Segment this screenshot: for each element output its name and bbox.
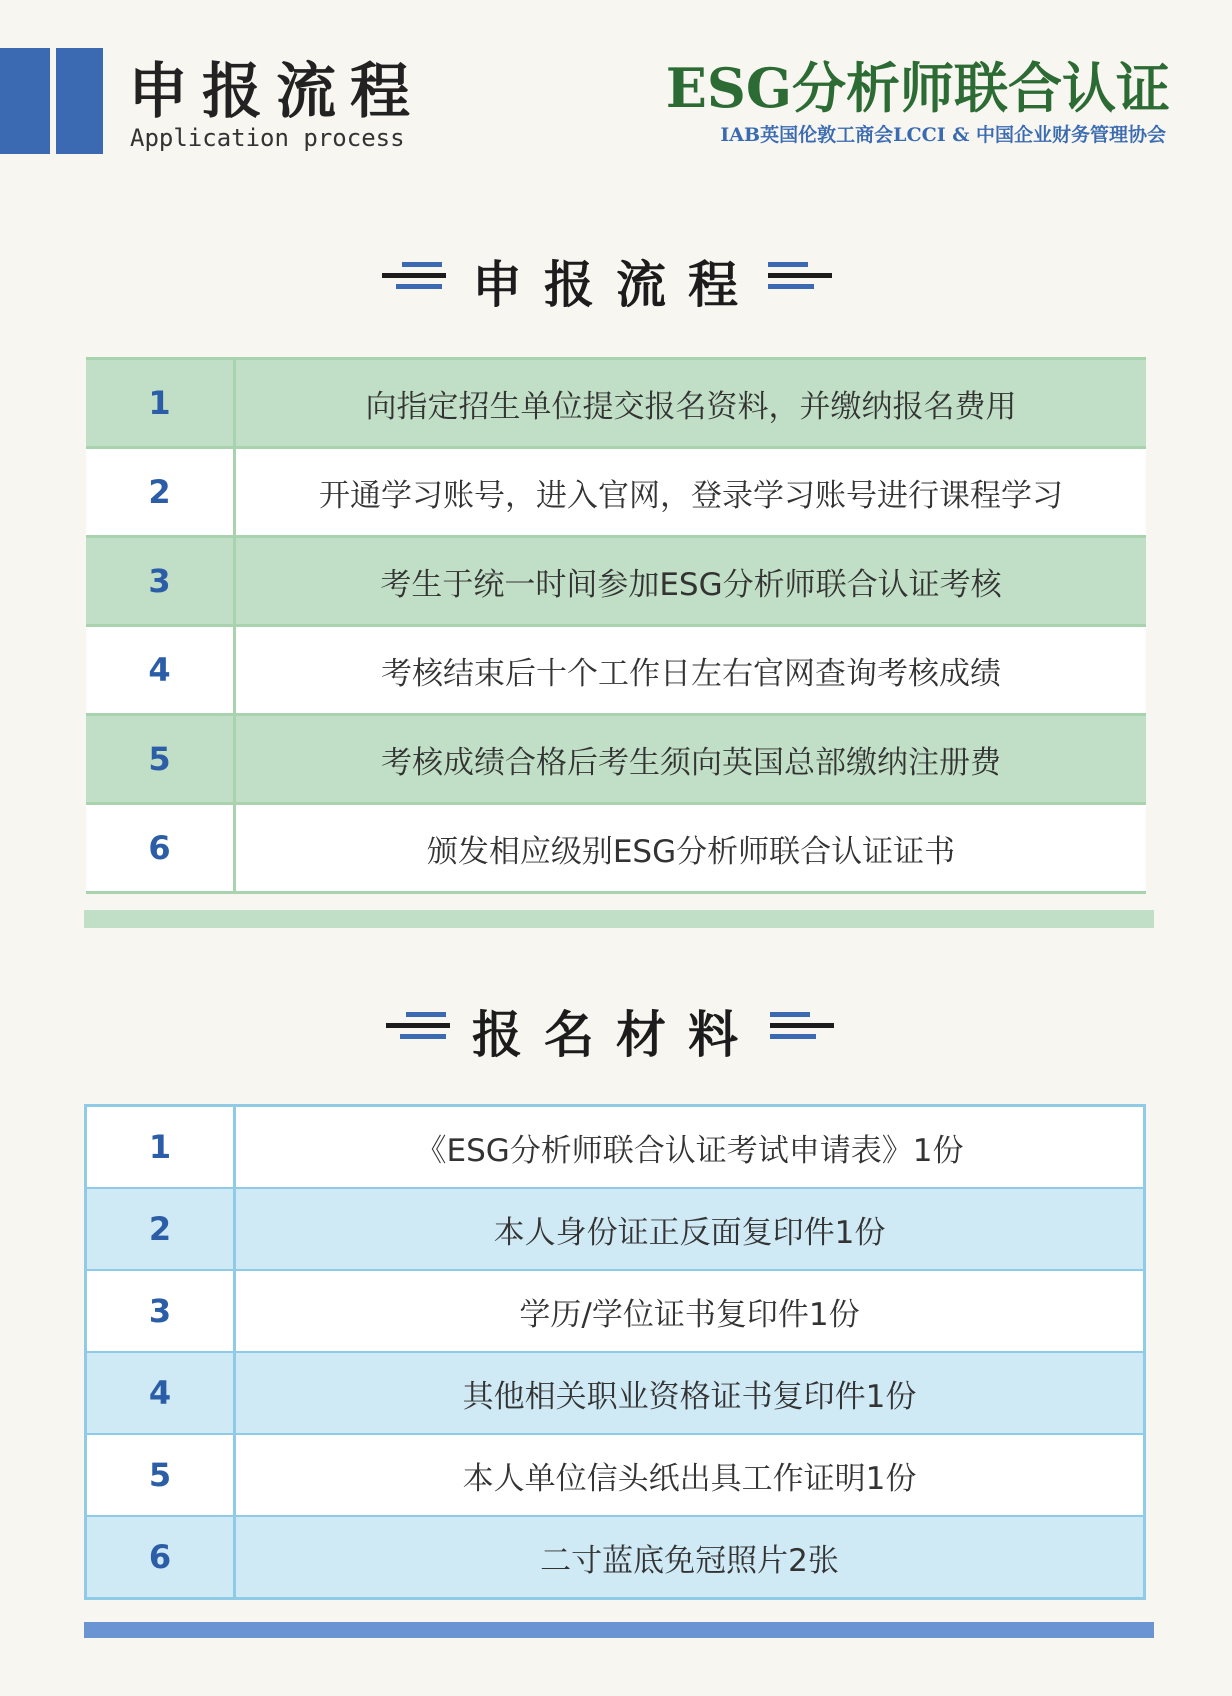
item-number: 1: [86, 1106, 235, 1189]
table-row: [86, 1352, 1145, 1434]
footer-divider-blue: [84, 1622, 1154, 1638]
step-text: 颁发相应级别ESG分析师联合认证证书: [235, 804, 1147, 893]
step-text: 向指定招生单位提交报名资料，并缴纳报名费用: [235, 359, 1147, 448]
item-number: 5: [86, 1434, 235, 1516]
item-number: 4: [86, 1352, 235, 1434]
step-number: 1: [86, 359, 235, 448]
process-heading: 申报流程: [472, 256, 760, 314]
table-row: [86, 1106, 1145, 1189]
table-row: [86, 626, 1146, 715]
step-text: 考生于统一时间参加ESG分析师联合认证考核: [235, 537, 1147, 626]
item-text: 《ESG分析师联合认证考试申请表》1份: [235, 1106, 1145, 1189]
item-number: 6: [86, 1516, 235, 1599]
step-number: 5: [86, 715, 235, 804]
item-text: 二寸蓝底免冠照片2张: [235, 1516, 1145, 1599]
item-text: 其他相关职业资格证书复印件1份: [235, 1352, 1145, 1434]
item-number: 2: [86, 1188, 235, 1270]
table-row: [86, 715, 1146, 804]
step-number: 4: [86, 626, 235, 715]
table-row: [86, 359, 1146, 448]
table-row: [86, 1516, 1145, 1599]
table-row: [86, 448, 1146, 537]
item-text: 本人单位信头纸出具工作证明1份: [235, 1434, 1145, 1516]
step-number: 2: [86, 448, 235, 537]
step-text: 考核结束后十个工作日左右官网查询考核成绩: [235, 626, 1147, 715]
materials-table: [84, 1104, 1146, 1600]
table-row: [86, 1434, 1145, 1516]
step-number: 6: [86, 804, 235, 893]
section-divider-green: [84, 910, 1154, 928]
table-row: [86, 804, 1146, 893]
table-row: [86, 1188, 1145, 1270]
table-row: [86, 537, 1146, 626]
brand-subtitle: IAB英国伦敦工商会LCCI & 中国企业财务管理协会: [720, 124, 1166, 146]
item-number: 3: [86, 1270, 235, 1352]
step-text: 考核成绩合格后考生须向英国总部缴纳注册费: [235, 715, 1147, 804]
header-accent-bar-2: [56, 48, 103, 154]
table-row: [86, 1270, 1145, 1352]
page-subtitle: Application process: [130, 124, 405, 152]
materials-heading: 报名材料: [472, 1006, 760, 1064]
header-accent-bar-1: [0, 48, 50, 154]
step-number: 3: [86, 537, 235, 626]
step-text: 开通学习账号，进入官网，登录学习账号进行课程学习: [235, 448, 1147, 537]
heading-decoration-right: [770, 1008, 834, 1042]
process-table: [86, 357, 1146, 894]
heading-decoration-right: [768, 258, 832, 292]
brand-title: ESG分析师联合认证: [665, 56, 1170, 120]
page-title: 申报流程: [128, 57, 424, 127]
item-text: 本人身份证正反面复印件1份: [235, 1188, 1145, 1270]
item-text: 学历/学位证书复印件1份: [235, 1270, 1145, 1352]
